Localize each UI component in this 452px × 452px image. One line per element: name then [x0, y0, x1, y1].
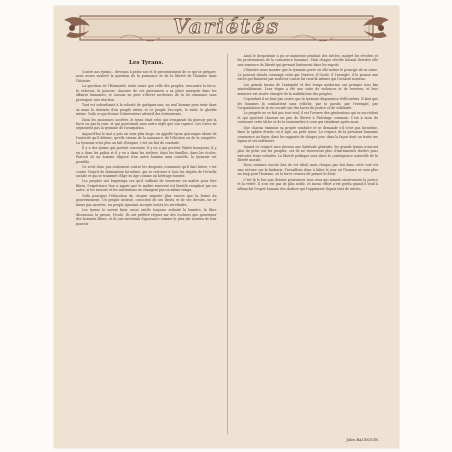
article-paragraph: Quand ce respect sera devenu une habitude générale, les grands tyrans n'auront plus de prise sur les peuples, car ils ne trouveront plus d'instruments dociles pour exécuter leurs volontés. La liberté politique sera alors la conséquence naturelle de la liberté morale. [237, 144, 378, 162]
article-paragraph: Contre nos tyrans... devenus à peine nos et le pressentiment de ce qui se prépare, nous avons soulevé la question de la puissance et de la liberté de l'homme dans l'histoire. [76, 70, 217, 83]
left-column-text [76, 70, 217, 226]
article-paragraph: Il y a des tyrans qui portent couronne, il y en a qui portent l'habit bourgeois; il y en a dans les palais et il y en a dans les ateliers, dans les familles, dans les écoles. Partout où un homme dispose d'un autre homme sans contrôle, la tyrannie est possible. [76, 146, 217, 164]
left-column [76, 54, 217, 434]
article-paragraph: Que chacun examine sa propre conduite et se demande s'il n'est pas lui-même, dans la sphère étroite où il agit, un petit tyran. Le respect de la personne humaine commence au foyer, dans les rapports de chaque jour, dans la façon dont on traite ses égaux et ses inférieurs. [237, 125, 378, 144]
header-banner [60, 10, 393, 46]
article-columns [76, 54, 378, 434]
article-paragraph: Les tyrans le savent bien: aussi ont-ils toujours redouté la lumière, la libre discussion, la presse, l'école. Ils ont préféré régner sur des esclaves que gouverner des hommes libres, et ils ont entretenu l'ignorance comme le plus sûr soutien de leur pouvoir. [76, 208, 217, 226]
article-paragraph: Les peuples ont longtemps cru qu'il suffisait de renverser un maître pour être libres; l'expérience leur a appris que le maître renversé est bientôt remplacé par un autre, si les moeurs et les institutions ne changent pas en même temps. [76, 179, 217, 193]
article-paragraph: Nous sommes encore loin de cet idéal; mais chaque pas fait dans cette voie est une victoire sur la barbarie. Travaillons donc à hâter le jour où l'homme ne sera plus un loup pour l'homme, où la force cessera de primer le droit. [237, 163, 378, 177]
column-divider [227, 54, 228, 434]
magazine-page [54, 6, 399, 448]
right-column-text [237, 54, 378, 191]
section-title: Variétés [173, 14, 280, 38]
article-title: Les Tyrans. [128, 60, 164, 66]
article-paragraph: C'est là le but que doivent poursuivre tous ceux qui aiment sincèrement la justice et la vérité. Il n'en est pas de plus noble, et aucun effort n'est perdu quand il tend à affranchir l'esprit humain des chaînes qui l'oppriment depuis tant de siècles. [237, 177, 378, 191]
article-paragraph: Ce n'est donc pas seulement contre les despotes couronnés qu'il faut lutter, c'est contre l'esprit de domination lui-même, qui se retrouve à tous les degrés de l'échelle sociale et qui se transmet d'âge en âge comme un héritage funeste. [76, 165, 217, 178]
article-paragraph: Tout est subordonné à la volonté de quelques-uns; un seul homme peut tenir dans sa main la destinée d'un peuple entier, et ce peuple l'accepte, le subit, le glorifie même. Voilà ce qui étonne l'observateur attentif des événements. [76, 103, 217, 117]
author-signature: Jules BAUDOUIN. [346, 438, 379, 442]
article-paragraph: Dans les anciennes sociétés, le tyran était celui qui s'emparait du pouvoir par la force ou par la ruse, et qui gouvernait sans autre règle que son caprice. Les Grecs ne séparaient pas la tyrannie de l'usurpation. [76, 117, 217, 131]
article-paragraph: La question de l'Humanité, toute autre que celle des peuples, rencontre la force, la richesse, le pouvoir; chacune de ces puissances a sa place marquée dans les affaires humaines, et aucune ne peut s'élever au-dessus de la loi commune sans provoquer une réaction. [76, 84, 217, 102]
article-paragraph: Cependant il ne faut pas croire que la tyrannie disparaisse d'elle-même. Il faut que les hommes la combattent sans relâche, par la parole, par l'exemple, par l'organisation de la vie sociale sur des bases de justice et de solidarité. [237, 97, 378, 110]
article-paragraph: Ainsi le despotisme a pu se maintenir pendant des siècles, malgré les révoltes et les protestations de la conscience humaine. Mais chaque révolte laissait derrière elle une semence de liberté qui germait lentement dans les esprits. [237, 54, 378, 67]
article-paragraph: Le progrès ne se fait pas tout seul; il est l'oeuvre des générations qui se succèdent et qui ajoutent chacune un peu de liberté à l'héritage commun. C'est à nous de continuer cette tâche et de la transmettre à ceux qui viendront après nous. [237, 111, 378, 125]
right-column [237, 54, 378, 434]
article-paragraph: L'histoire nous montre que la tyrannie porte en elle-même le principe de sa ruine. Le pouvoir absolu corrompt celui qui l'exerce; il l'isole, il l'aveugle, il le pousse aux excès qui finissent par soulever contre lui ceux-là mêmes qui l'avaient soutenu. [237, 68, 378, 82]
article-paragraph: Aujourd'hui le mot a pris un sens plus large: on appelle tyran quiconque abuse de l'autorité qu'il détient, qu'elle vienne de la naissance, de l'élection ou de la conquête. La tyrannie n'est plus un fait d'origine, c'est un fait de conduite. [76, 131, 217, 145]
article-paragraph: Voilà pourquoi l'éducation du citoyen importe plus encore que la forme du gouvernement. Un peuple instruit, conscient de ses droits et de ses devoirs, ne se laisse pas asservir; un peuple ignorant accepte toutes les servitudes. [76, 193, 217, 207]
article-paragraph: Les grands tyrans de l'antiquité et des temps modernes ont presque tous fini misérablement. Leur règne a été une suite de violences et de terreurs, et leur mémoire est restée chargée de la malédiction des peuples. [237, 82, 378, 96]
